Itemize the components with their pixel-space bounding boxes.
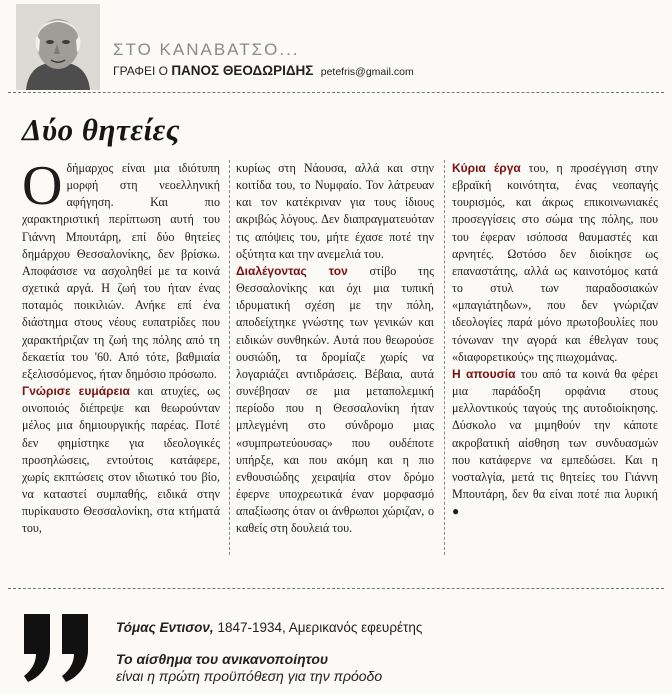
byline: [113, 63, 414, 78]
end-mark: ●: [452, 504, 460, 519]
quote-author: Τόμας Εντισον,: [116, 620, 214, 635]
paragraph: [452, 366, 658, 520]
author-portrait-image: [16, 4, 100, 90]
paragraph-text: του, η προσέγγιση στην εβραϊκή κοινότητα, ένας νεοπαγής τουρισμός, και άκρως επικοινωνιακές προσεγγίσεις στο σώμα της πόλης, που του έφεραν ισόποσα θαυμαστές και αρνητές. Ωστόσο δεν διοίκησε ως επαναστάτης, αλλά ως καινοτόμος κατά το στυλ των παραδοσιακών «μπαγιάτηδων», που δεν γνώριζαν ιδεολογίες παρά μόνο πρωτοβουλίες που τόνωναν την αγορά και έθελγαν τους «διαφορετικούς» της πιωχομάνας.: [452, 161, 658, 364]
paragraph-text: και ατυχίες, ως οινοποιός διέπρεψε και θεωρούνταν μέλος μια δημιουργικής παρέας. Ποτέ δεν φημίστηκε για ιδεολογικές προσηλώσεις, εντούτοις κατάφερε, χωρίς εκπτώσεις στον ιδιωτικό του βίο, να καταστεί συμπαθής, ειδικά στην πυρίκαυστο Θεσσαλονίκη, στα κτήματά του,: [22, 384, 221, 536]
article-title: Δύο θητείες: [22, 112, 181, 147]
author-email: petefris@gmail.com: [320, 66, 414, 78]
byline-prefix: ΓΡΑΦΕΙ Ο: [113, 64, 168, 78]
paragraph: [22, 383, 220, 537]
paragraph: [236, 160, 434, 263]
article-column-2: [236, 160, 434, 537]
paragraph-text: του από τα κοινά θα φέρει μια παράδοξη ορφάνια στους μελλοντικούς ταγούς της αυτοδιοίκησης. Δύσκολο να μιμηθούν την κάποτε ακροβατική αίσθηση των συνδυασμών που κατάφερνε να εμπεδώσει. Και η νοσταλγία, μετά τις θητείες του Γιάννη Μπουτάρη, δεν θα είναι ποτέ πια λυρική: [452, 366, 658, 501]
author-portrait: [16, 4, 100, 90]
paragraph-text: στίβο της Θεσσαλονίκης και όχι μια τυπική ιδρυματική σχέση με την πόλη, αποδείχτηκε γνώστης των γενικών και ειδικών συνθηκών. Αυτά που θεωρούσε ουσιώδη, τα δρομίαζε χωρίς να λογαριάζει αντιδράσεις. Βέβαια, αυτά συνέβησαν σε μια μεταπολεμική περίοδο που η Θεσσαλονίκη ήταν μπλεγμένη στο σύνδρομο μιας «συμπρωτεύουσας» που ουδέποτε υπήρξε, και που ακόμη και η πιο ενθουσιώδης χειραψία στον δρόμο έφερνε υποχρεωτικά έναν μορφασμό απαξίωσης όταν οι άνθρωποι χώριζαν, ο καθείς στη δουλειά του.: [236, 263, 434, 536]
bottom-divider: [8, 588, 664, 589]
top-divider: [8, 92, 664, 93]
paragraph-text: δήμαρχος είναι μια ιδιότυπη μορφή στη νεοελληνική αφήγηση. Και πιο χαρακτηριστική περίπτωση αυτή του Γιάννη Μπουτάρη, επί δύο θητείες δημάρχου Θεσσαλονίκης, δεν βρίσκω. Αποφάσισε να ασχοληθεί με τα κοινά σχετικά αργά. Η ζωή του ήταν ένας ποταμός ποικιλιών. Ανήκε επί ένα διάστημα στους νέους ευπατρίδες που χαρακτήριζαν τη ζωή της πόλης από τη δεκαετία του '60. Από τότε, βαθμιαία εξελισσόμενος, ήταν δημόσιο πρόσωπο.: [22, 161, 220, 381]
paragraph: [452, 160, 658, 366]
quote-attribution: [116, 620, 422, 635]
drop-cap: Ο: [22, 155, 63, 217]
article-column-3: [452, 160, 658, 520]
column-header: [0, 0, 672, 98]
article-body: [22, 155, 666, 565]
quote-author-details: 1847-1934, Αμερικανός εφευρέτης: [213, 620, 423, 635]
paragraph: [22, 155, 220, 383]
quote-line-1: Το αίσθημα του ανικανοποίητου: [116, 651, 329, 667]
paragraph-text: κυρίως στη Νάουσα, αλλά και στην κοιτίδα του, το Νυμφαίο. Τον λάτρευαν και τον κατέκριναν για τους ίδιους ακριβώς λόγους. Δεν διαπραγματευόταν τις απόψεις του, μήτε έχασε ποτέ την οξύτητα και την ανεμελιά του.: [236, 161, 434, 261]
column-divider: [444, 160, 445, 555]
paragraph-lead-in: Γνώρισε ευμάρεια: [22, 384, 130, 399]
paragraph-lead-in: Διαλέγοντας τον: [236, 263, 348, 278]
paragraph: [236, 263, 434, 538]
author-name: ΠΑΝΟΣ ΘΕΟΔΩΡΙΔΗΣ: [171, 63, 314, 78]
paragraph-lead-in: Κύρια έργα: [452, 161, 521, 175]
column-section-title: ΣΤΟ ΚΑΝΑΒΑΤΣΟ...: [113, 40, 300, 59]
article-column-1: [22, 155, 221, 537]
column-divider: [229, 160, 230, 555]
quote-line-2: είναι η πρώτη προϋπόθεση για την πρόοδο: [116, 668, 383, 684]
quotation-mark-icon: [20, 606, 100, 684]
paragraph-lead-in: Η απουσία: [452, 366, 516, 381]
